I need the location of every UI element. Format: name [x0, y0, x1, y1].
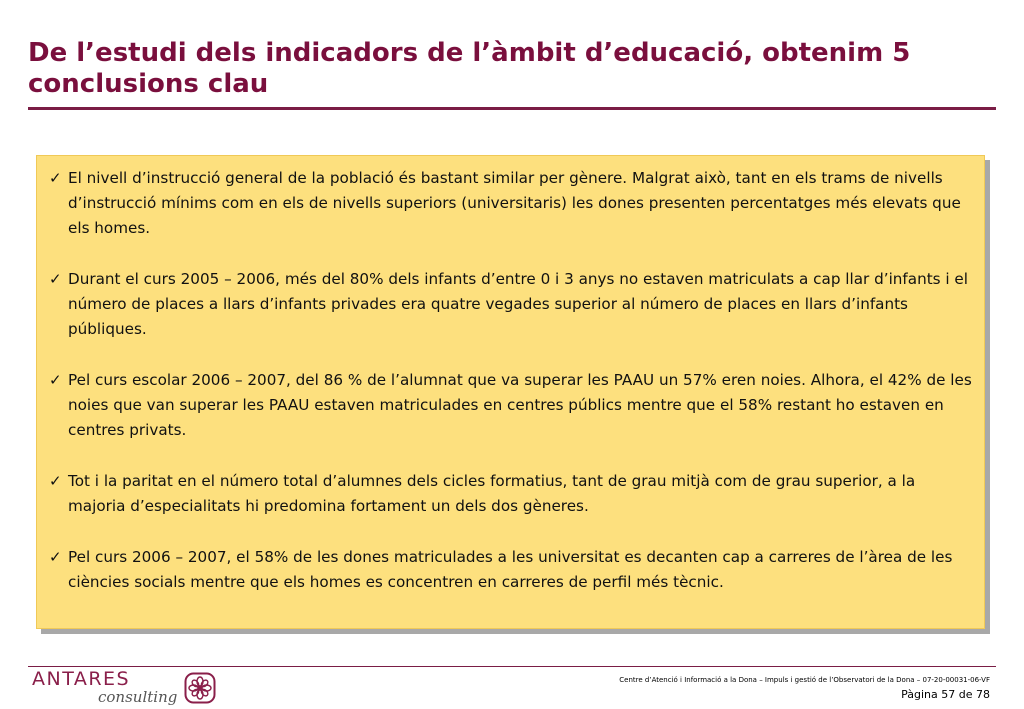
- antares-flower-icon: [184, 672, 216, 704]
- footer-divider: [28, 666, 996, 667]
- conclusion-text: Durant el curs 2005 – 2006, més del 80% dels infants d’entre 0 i 3 anys no estaven matriculats a cap llar d’infants i el número de places a llars d’infants privades era quatre vegades superior al número de places en llars d’infants públiques.: [68, 270, 968, 338]
- conclusion-text: Tot i la paritat en el número total d’alumnes dels cicles formatius, tant de grau mitjà com de grau superior, a la majoria d’especialitats hi predomina fortament un dels dos gèneres.: [68, 472, 916, 515]
- conclusion-item: [49, 545, 974, 595]
- conclusions-box: [36, 155, 985, 629]
- check-icon: ✓: [49, 169, 62, 187]
- conclusion-text: Pel curs escolar 2006 – 2007, del 86 % de l’alumnat que va superar les PAAU un 57% eren noies. Alhora, el 42% de les noies que van superar les PAAU estaven matriculades en centres públics mentre que el 58% restant ho estaven en centres privats.: [68, 371, 972, 439]
- check-icon: ✓: [49, 371, 62, 389]
- check-icon: ✓: [49, 548, 62, 566]
- check-icon: ✓: [49, 472, 62, 490]
- conclusion-item: [49, 166, 974, 241]
- conclusion-item: [49, 469, 974, 519]
- conclusion-text: Pel curs 2006 – 2007, el 58% de les dones matriculades a les universitat es decanten cap a carreres de l’àrea de les ciències socials mentre que els homes es concentren en carreres de perfil més tècnic.: [68, 548, 953, 591]
- conclusion-text: El nivell d’instrucció general de la població és bastant similar per gènere. Malgrat això, tant en els trams de nivells d’instrucció mínims com en els de nivells superiors (universitaris) les dones presenten percentatges més elevats que els homes.: [68, 169, 961, 237]
- slide-title: De l’estudi dels indicadors de l’àmbit d’educació, obtenim 5 conclusions clau: [28, 38, 911, 99]
- conclusion-item: [49, 267, 974, 342]
- conclusion-item: [49, 368, 974, 443]
- logo-wordmark: ANTARES: [32, 668, 131, 690]
- page-number: Pàgina 57 de 78: [901, 688, 990, 701]
- title-divider: [28, 107, 996, 110]
- footer-source-text: Centre d’Atenció i Informació a la Dona – Impuls i gestió de l’Observatori de la Dona – 07-20-00031-06-VF: [619, 676, 990, 684]
- check-icon: ✓: [49, 270, 62, 288]
- logo-subtitle: consulting: [98, 688, 178, 706]
